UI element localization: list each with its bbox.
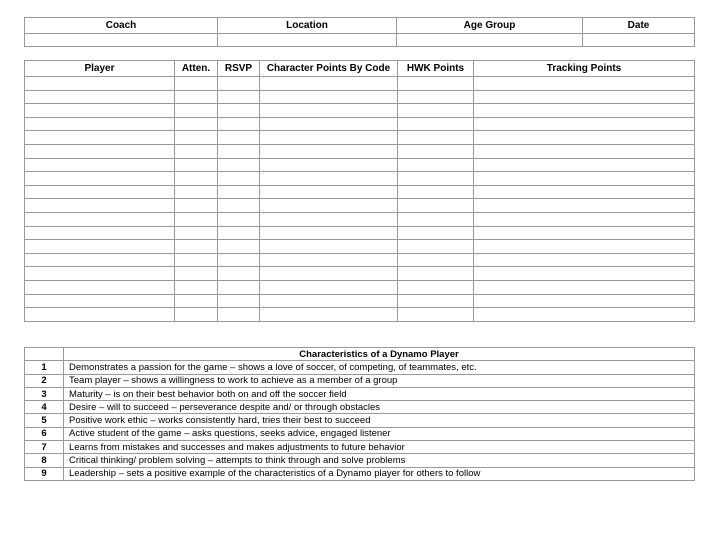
player-cell[interactable] xyxy=(25,308,175,322)
roster-row xyxy=(25,280,695,294)
characteristic-row xyxy=(25,441,695,454)
tracking-points-cell[interactable] xyxy=(474,280,695,294)
session-info-table xyxy=(24,17,695,47)
player-cell[interactable] xyxy=(25,280,175,294)
attendance-cell[interactable] xyxy=(175,131,218,145)
tracking-points-cell[interactable] xyxy=(474,253,695,267)
characteristic-text: Team player – shows a willingness to work to achieve as a member of a group xyxy=(64,374,695,387)
attendance-cell[interactable] xyxy=(175,144,218,158)
characteristic-row xyxy=(25,467,695,480)
characteristic-row xyxy=(25,401,695,414)
character-points-cell[interactable] xyxy=(260,131,398,145)
character-points-cell[interactable] xyxy=(260,90,398,104)
character-points-cell[interactable] xyxy=(260,144,398,158)
age-group-cell[interactable] xyxy=(397,34,583,47)
characteristics-header-row xyxy=(25,348,695,361)
attendance-cell[interactable] xyxy=(175,308,218,322)
player-cell[interactable] xyxy=(25,185,175,199)
tracking-points-cell[interactable] xyxy=(474,267,695,281)
tracking-points-cell[interactable] xyxy=(474,158,695,172)
characteristic-row xyxy=(25,454,695,467)
characteristic-text: Maturity – is on their best behavior both on and off the soccer field xyxy=(64,387,695,400)
rsvp-cell[interactable] xyxy=(218,226,260,240)
hwk-points-cell[interactable] xyxy=(398,77,474,91)
rsvp-cell[interactable] xyxy=(218,117,260,131)
characteristic-text: Critical thinking/ problem solving – attempts to think through and solve problems xyxy=(64,454,695,467)
attendance-cell[interactable] xyxy=(175,104,218,118)
rsvp-cell[interactable] xyxy=(218,90,260,104)
session-info-entry-row xyxy=(25,34,695,47)
tracking-points-cell[interactable] xyxy=(474,77,695,91)
character-points-cell[interactable] xyxy=(260,158,398,172)
player-header: Player xyxy=(25,61,175,77)
player-cell[interactable] xyxy=(25,226,175,240)
hwk-points-cell[interactable] xyxy=(398,240,474,254)
character-points-cell[interactable] xyxy=(260,294,398,308)
tracking-points-cell[interactable] xyxy=(474,199,695,213)
hwk-points-cell[interactable] xyxy=(398,158,474,172)
roster-body xyxy=(25,77,695,322)
characteristic-row xyxy=(25,414,695,427)
player-cell[interactable] xyxy=(25,253,175,267)
tracking-points-cell[interactable] xyxy=(474,240,695,254)
hwk-points-cell[interactable] xyxy=(398,131,474,145)
character-points-cell[interactable] xyxy=(260,185,398,199)
date-cell[interactable] xyxy=(583,34,695,47)
player-cell[interactable] xyxy=(25,199,175,213)
coach-cell[interactable] xyxy=(25,34,218,47)
tracking-points-cell[interactable] xyxy=(474,294,695,308)
rsvp-cell[interactable] xyxy=(218,280,260,294)
character-points-header: Character Points By Code xyxy=(260,61,398,77)
characteristic-text: Learns from mistakes and successes and makes adjustments to future behavior xyxy=(64,441,695,454)
player-cell[interactable] xyxy=(25,117,175,131)
tracking-points-cell[interactable] xyxy=(474,90,695,104)
rsvp-cell[interactable] xyxy=(218,240,260,254)
hwk-points-cell[interactable] xyxy=(398,253,474,267)
session-info-header-row xyxy=(25,18,695,34)
rsvp-cell[interactable] xyxy=(218,267,260,281)
hwk-points-cell[interactable] xyxy=(398,199,474,213)
hwk-points-cell[interactable] xyxy=(398,117,474,131)
tracking-points-cell[interactable] xyxy=(474,308,695,322)
character-points-cell[interactable] xyxy=(260,253,398,267)
characteristic-row xyxy=(25,361,695,374)
attendance-cell[interactable] xyxy=(175,280,218,294)
coach-header: Coach xyxy=(25,18,218,34)
hwk-points-cell[interactable] xyxy=(398,144,474,158)
rsvp-cell[interactable] xyxy=(218,104,260,118)
tracking-points-cell[interactable] xyxy=(474,226,695,240)
attendance-cell[interactable] xyxy=(175,172,218,186)
roster-row xyxy=(25,253,695,267)
player-cell[interactable] xyxy=(25,104,175,118)
roster-table xyxy=(24,60,695,322)
roster-row xyxy=(25,104,695,118)
characteristic-number: 2 xyxy=(25,374,64,387)
tracking-points-cell[interactable] xyxy=(474,185,695,199)
attendance-cell[interactable] xyxy=(175,158,218,172)
characteristic-text: Positive work ethic – works consistently hard, tries their best to succeed xyxy=(64,414,695,427)
player-cell[interactable] xyxy=(25,158,175,172)
rsvp-header: RSVP xyxy=(218,61,260,77)
attendance-cell[interactable] xyxy=(175,212,218,226)
characteristic-number: 1 xyxy=(25,361,64,374)
hwk-points-cell[interactable] xyxy=(398,280,474,294)
characteristic-number: 5 xyxy=(25,414,64,427)
player-cell[interactable] xyxy=(25,172,175,186)
roster-row xyxy=(25,185,695,199)
attendance-cell[interactable] xyxy=(175,117,218,131)
roster-row xyxy=(25,226,695,240)
location-cell[interactable] xyxy=(218,34,397,47)
number-header xyxy=(25,348,64,361)
roster-row xyxy=(25,144,695,158)
roster-row xyxy=(25,131,695,145)
characteristics-table xyxy=(24,347,695,481)
roster-row xyxy=(25,212,695,226)
roster-row xyxy=(25,199,695,213)
attendance-cell[interactable] xyxy=(175,240,218,254)
characteristics-body xyxy=(25,361,695,481)
rsvp-cell[interactable] xyxy=(218,294,260,308)
tracking-points-cell[interactable] xyxy=(474,131,695,145)
characteristic-number: 6 xyxy=(25,427,64,440)
character-points-cell[interactable] xyxy=(260,77,398,91)
attendance-cell[interactable] xyxy=(175,267,218,281)
roster-row xyxy=(25,117,695,131)
tracking-points-cell[interactable] xyxy=(474,212,695,226)
rsvp-cell[interactable] xyxy=(218,185,260,199)
characteristic-row xyxy=(25,374,695,387)
character-points-cell[interactable] xyxy=(260,212,398,226)
characteristic-number: 8 xyxy=(25,454,64,467)
roster-row xyxy=(25,308,695,322)
character-points-cell[interactable] xyxy=(260,308,398,322)
characteristic-text: Active student of the game – asks questions, seeks advice, engaged listener xyxy=(64,427,695,440)
tracking-points-cell[interactable] xyxy=(474,117,695,131)
player-cell[interactable] xyxy=(25,212,175,226)
hwk-points-cell[interactable] xyxy=(398,294,474,308)
characteristic-number: 3 xyxy=(25,387,64,400)
tracking-points-header: Tracking Points xyxy=(474,61,695,77)
hwk-points-cell[interactable] xyxy=(398,226,474,240)
attendance-cell[interactable] xyxy=(175,77,218,91)
rsvp-cell[interactable] xyxy=(218,212,260,226)
rsvp-cell[interactable] xyxy=(218,308,260,322)
character-points-cell[interactable] xyxy=(260,226,398,240)
tracking-points-cell[interactable] xyxy=(474,172,695,186)
rsvp-cell[interactable] xyxy=(218,253,260,267)
character-points-cell[interactable] xyxy=(260,280,398,294)
hwk-points-header: HWK Points xyxy=(398,61,474,77)
hwk-points-cell[interactable] xyxy=(398,308,474,322)
character-points-cell[interactable] xyxy=(260,172,398,186)
hwk-points-cell[interactable] xyxy=(398,172,474,186)
characteristic-row xyxy=(25,387,695,400)
attendance-cell[interactable] xyxy=(175,226,218,240)
tracking-points-cell[interactable] xyxy=(474,104,695,118)
characteristic-number: 4 xyxy=(25,401,64,414)
location-header: Location xyxy=(218,18,397,34)
rsvp-cell[interactable] xyxy=(218,144,260,158)
attendance-header: Atten. xyxy=(175,61,218,77)
rsvp-cell[interactable] xyxy=(218,158,260,172)
hwk-points-cell[interactable] xyxy=(398,104,474,118)
characteristic-number: 7 xyxy=(25,441,64,454)
characteristic-row xyxy=(25,427,695,440)
attendance-cell[interactable] xyxy=(175,199,218,213)
rsvp-cell[interactable] xyxy=(218,172,260,186)
roster-row xyxy=(25,90,695,104)
roster-row xyxy=(25,158,695,172)
rsvp-cell[interactable] xyxy=(218,131,260,145)
rsvp-cell[interactable] xyxy=(218,199,260,213)
player-cell[interactable] xyxy=(25,131,175,145)
character-points-cell[interactable] xyxy=(260,104,398,118)
rsvp-cell[interactable] xyxy=(218,77,260,91)
date-header: Date xyxy=(583,18,695,34)
characteristic-text: Demonstrates a passion for the game – shows a love of soccer, of competing, of teammates, etc. xyxy=(64,361,695,374)
age-group-header: Age Group xyxy=(397,18,583,34)
character-points-cell[interactable] xyxy=(260,267,398,281)
characteristics-title: Characteristics of a Dynamo Player xyxy=(64,348,695,361)
attendance-cell[interactable] xyxy=(175,294,218,308)
characteristic-text: Desire – will to succeed – perseverance despite and/ or through obstacles xyxy=(64,401,695,414)
player-cell[interactable] xyxy=(25,144,175,158)
attendance-cell[interactable] xyxy=(175,253,218,267)
player-cell[interactable] xyxy=(25,267,175,281)
roster-row xyxy=(25,77,695,91)
character-points-cell[interactable] xyxy=(260,117,398,131)
roster-row xyxy=(25,172,695,186)
character-points-cell[interactable] xyxy=(260,199,398,213)
character-points-cell[interactable] xyxy=(260,240,398,254)
attendance-cell[interactable] xyxy=(175,90,218,104)
characteristic-text: Leadership – sets a positive example of the characteristics of a Dynamo player for others to follow xyxy=(64,467,695,480)
player-cell[interactable] xyxy=(25,90,175,104)
roster-header-row xyxy=(25,61,695,77)
tracking-points-cell[interactable] xyxy=(474,144,695,158)
attendance-cell[interactable] xyxy=(175,185,218,199)
hwk-points-cell[interactable] xyxy=(398,185,474,199)
roster-row xyxy=(25,240,695,254)
player-cell[interactable] xyxy=(25,240,175,254)
hwk-points-cell[interactable] xyxy=(398,90,474,104)
player-cell[interactable] xyxy=(25,294,175,308)
characteristic-number: 9 xyxy=(25,467,64,480)
hwk-points-cell[interactable] xyxy=(398,212,474,226)
roster-row xyxy=(25,267,695,281)
player-cell[interactable] xyxy=(25,77,175,91)
hwk-points-cell[interactable] xyxy=(398,267,474,281)
roster-row xyxy=(25,294,695,308)
